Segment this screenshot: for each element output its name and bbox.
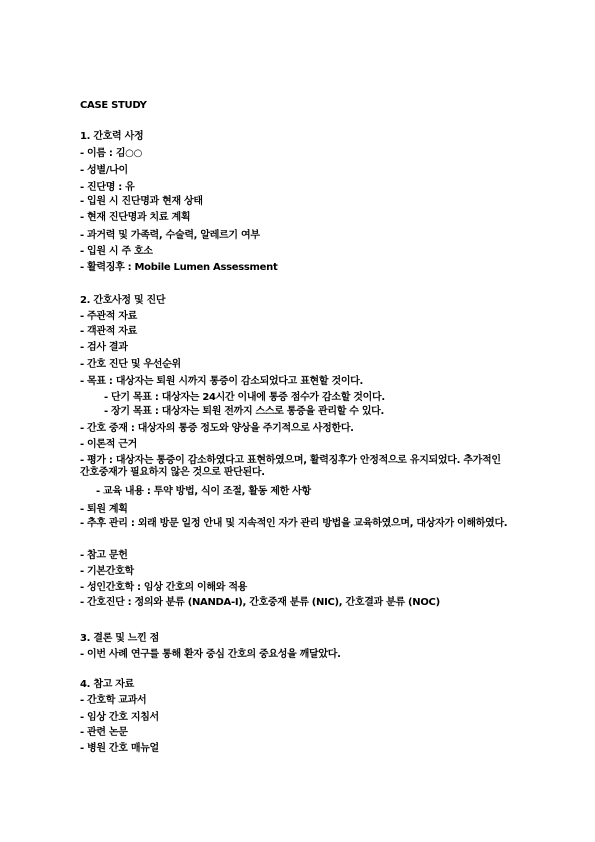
- text-line: - 임상 간호 지침서: [80, 712, 159, 723]
- section-heading: 2. 간호사정 및 진단: [80, 295, 166, 306]
- text-line: - 성인간호학 : 임상 간호의 이해와 적용: [80, 582, 248, 593]
- text-line: - 관련 논문: [80, 727, 128, 738]
- text-line: - 주관적 자료: [80, 311, 138, 322]
- text-line: - 객관적 자료: [80, 326, 138, 337]
- text-line: - 교육 내용 : 투약 방법, 식이 조절, 활동 제한 사항: [96, 486, 311, 497]
- text-line: - 간호학 교과서: [80, 695, 147, 706]
- text-line: - 퇴원 계획: [80, 504, 128, 515]
- text-line: - 장기 목표 : 대상자는 퇴원 전까지 스스로 통증을 관리할 수 있다.: [104, 406, 385, 417]
- text-line: - 단기 목표 : 대상자는 24시간 이내에 통증 점수가 감소할 것이다.: [104, 392, 385, 403]
- section-heading: 3. 결론 및 느낀 점: [80, 633, 160, 644]
- text-line: - 기본간호학: [80, 566, 134, 577]
- text-line: - 평가 : 대상자는 통증이 감소하였다고 표현하였으며, 활력징후가 안정적으로 유지되었다. 추가적인 간호중재가 필요하지 않은 것으로 판단된다.: [80, 455, 501, 478]
- text-line: - 입원 시 주 호소: [80, 246, 153, 257]
- text-line: - 활력징후 : Mobile Lumen Assessment: [80, 262, 278, 273]
- text-line: - 참고 문헌: [80, 550, 128, 561]
- text-line: - 이론적 근거: [80, 439, 138, 450]
- text-line: - 이번 사례 연구를 통해 환자 중심 간호의 중요성을 깨달았다.: [80, 649, 341, 660]
- text-line: - 간호 진단 및 우선순위: [80, 359, 181, 370]
- text-line: - 간호 중재 : 대상자의 통증 정도와 양상을 주기적으로 사정한다.: [80, 423, 354, 434]
- text-line: - 추후 관리 : 외래 방문 일정 안내 및 지속적인 자가 관리 방법을 교육하였으며, 대상자가 이해하였다.: [80, 518, 508, 529]
- text-line: - 목표 : 대상자는 퇴원 시까지 통증이 감소되었다고 표현할 것이다.: [80, 376, 364, 387]
- text-line: - 현재 진단명과 치료 계획: [80, 212, 191, 223]
- text-line: - 이름 : 김○○: [80, 148, 143, 159]
- page-title: CASE STUDY: [80, 100, 147, 111]
- section-heading: 4. 참고 자료: [80, 679, 134, 690]
- text-line: - 병원 간호 매뉴얼: [80, 743, 159, 754]
- text-line: - 검사 결과: [80, 342, 128, 353]
- text-line: - 성별/나이: [80, 165, 128, 176]
- text-line: - 입원 시 진단명과 현재 상태: [80, 196, 203, 207]
- text-line: 1. 간호력 사정: [80, 131, 144, 142]
- text-line: - 과거력 및 가족력, 수술력, 알레르기 여부: [80, 230, 260, 241]
- text-line: - 진단명 : 유: [80, 182, 135, 193]
- text-line: - 간호진단 : 정의와 분류 (NANDA-I), 간호중재 분류 (NIC), 간호결과 분류 (NOC): [80, 597, 440, 608]
